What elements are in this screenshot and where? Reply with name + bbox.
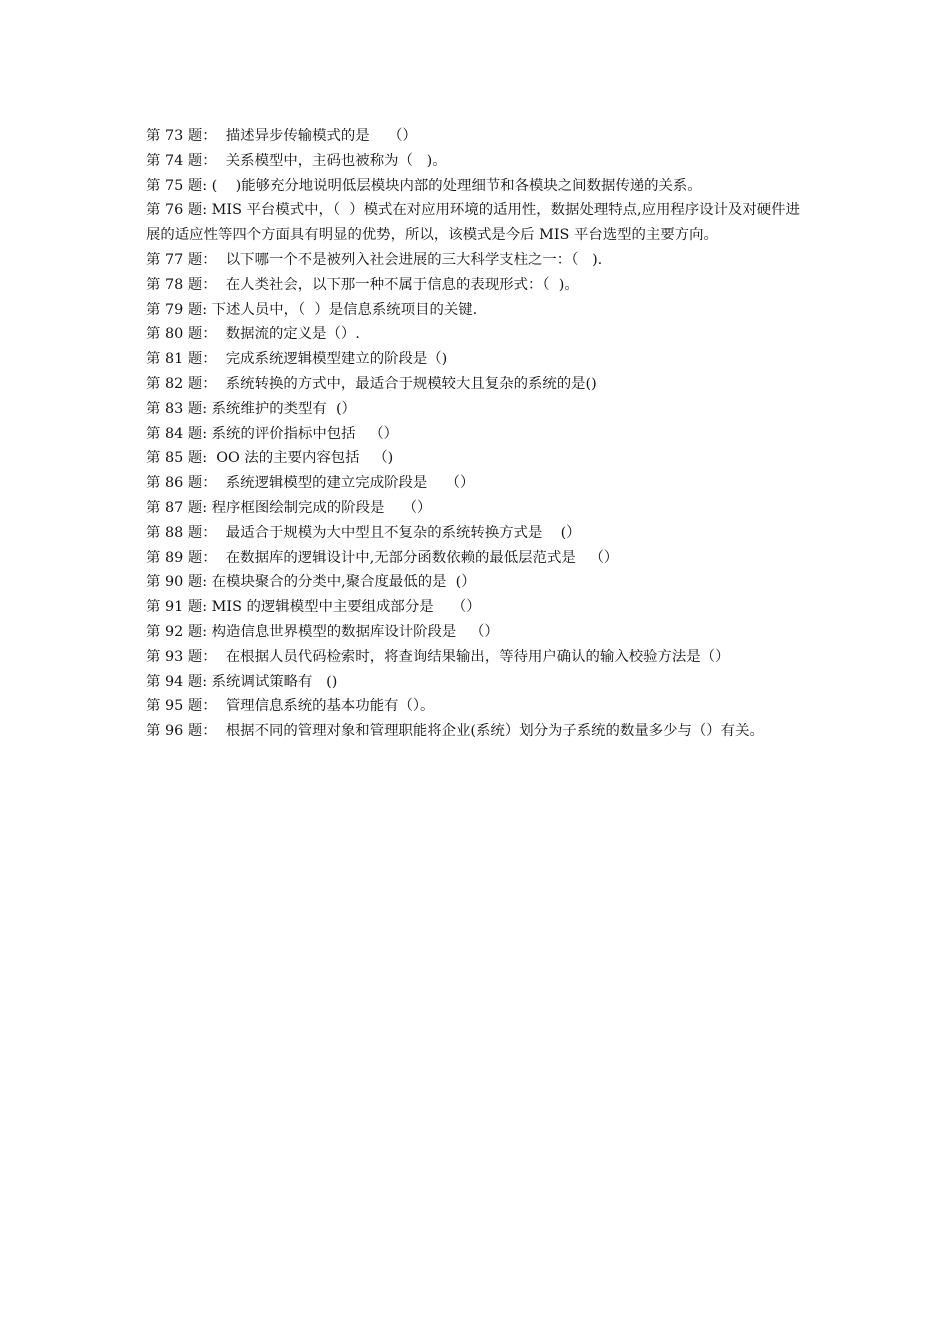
question-77: 第 77 题： 以下哪一个不是被列入社会进展的三大科学支柱之一：（ ).	[146, 251, 603, 268]
question-96: 第 96 题： 根据不同的管理对象和管理职能将企业(系统）划分为子系统的数量多少与（）有关。	[146, 723, 764, 740]
question-89: 第 89 题： 在数据库的逻辑设计中,无部分函数依赖的最低层范式是 （）	[146, 549, 619, 566]
question-85: 第 85 题: OO 法的主要内容包括 （)	[146, 450, 394, 467]
question-81: 第 81 题： 完成系统逻辑模型建立的阶段是（)	[146, 351, 448, 368]
question-86: 第 86 题： 系统逻辑模型的建立完成阶段是 （）	[146, 475, 475, 492]
question-94: 第 94 题: 系统调试策略有 ()	[146, 673, 338, 690]
question-91: 第 91 题: MIS 的逻辑模型中主要组成部分是 （）	[146, 599, 481, 616]
question-90: 第 90 题: 在模块聚合的分类中,聚合度最低的是 (）	[146, 574, 476, 591]
question-84: 第 84 题: 系统的评价指标中包括 （）	[146, 425, 399, 442]
question-88: 第 88 题： 最适合于规模为大中型且不复杂的系统转换方式是 (）	[146, 524, 581, 541]
question-79: 第 79 题: 下述人员中，（ ）是信息系统项目的关键.	[146, 301, 478, 318]
question-92: 第 92 题: 构造信息世界模型的数据库设计阶段是 （）	[146, 623, 499, 640]
question-83: 第 83 题: 系统维护的类型有 (）	[146, 400, 356, 417]
question-73: 第 73 题： 描述异步传输模式的是 （）	[146, 128, 417, 144]
question-74: 第 74 题： 关系模型中，主码也被称为（ )。	[146, 152, 447, 169]
question-80: 第 80 题： 数据流的定义是（）.	[146, 326, 360, 343]
question-95: 第 95 题： 管理信息系统的基本功能有（）。	[146, 698, 435, 715]
question-78: 第 78 题： 在人类社会，以下那一种不属于信息的表现形式：（ )。	[146, 276, 579, 293]
question-93: 第 93 题： 在根据人员代码检索时，将查询结果输出，等待用户确认的输入校验方法是（）	[146, 648, 730, 665]
question-82: 第 82 题： 系统转换的方式中，最适合于规模较大且复杂的系统的是()	[146, 375, 597, 392]
question-76: 第 76 题: MIS 平台模式中，（ ）模式在对应用环境的适用性，数据处理特点,应用程序设计及对硬件进展的适应性等四个方面具有明显的优势，所以，该模式是今后 MIS 平台选型的主要方向。	[146, 202, 800, 244]
question-87: 第 87 题: 程序框图绘制完成的阶段是 （）	[146, 499, 432, 516]
question-75: 第 75 题: ( )能够充分地说明低层模块内部的处理细节和各模块之间数据传递的关系。	[146, 177, 702, 194]
question-list	[146, 124, 810, 744]
